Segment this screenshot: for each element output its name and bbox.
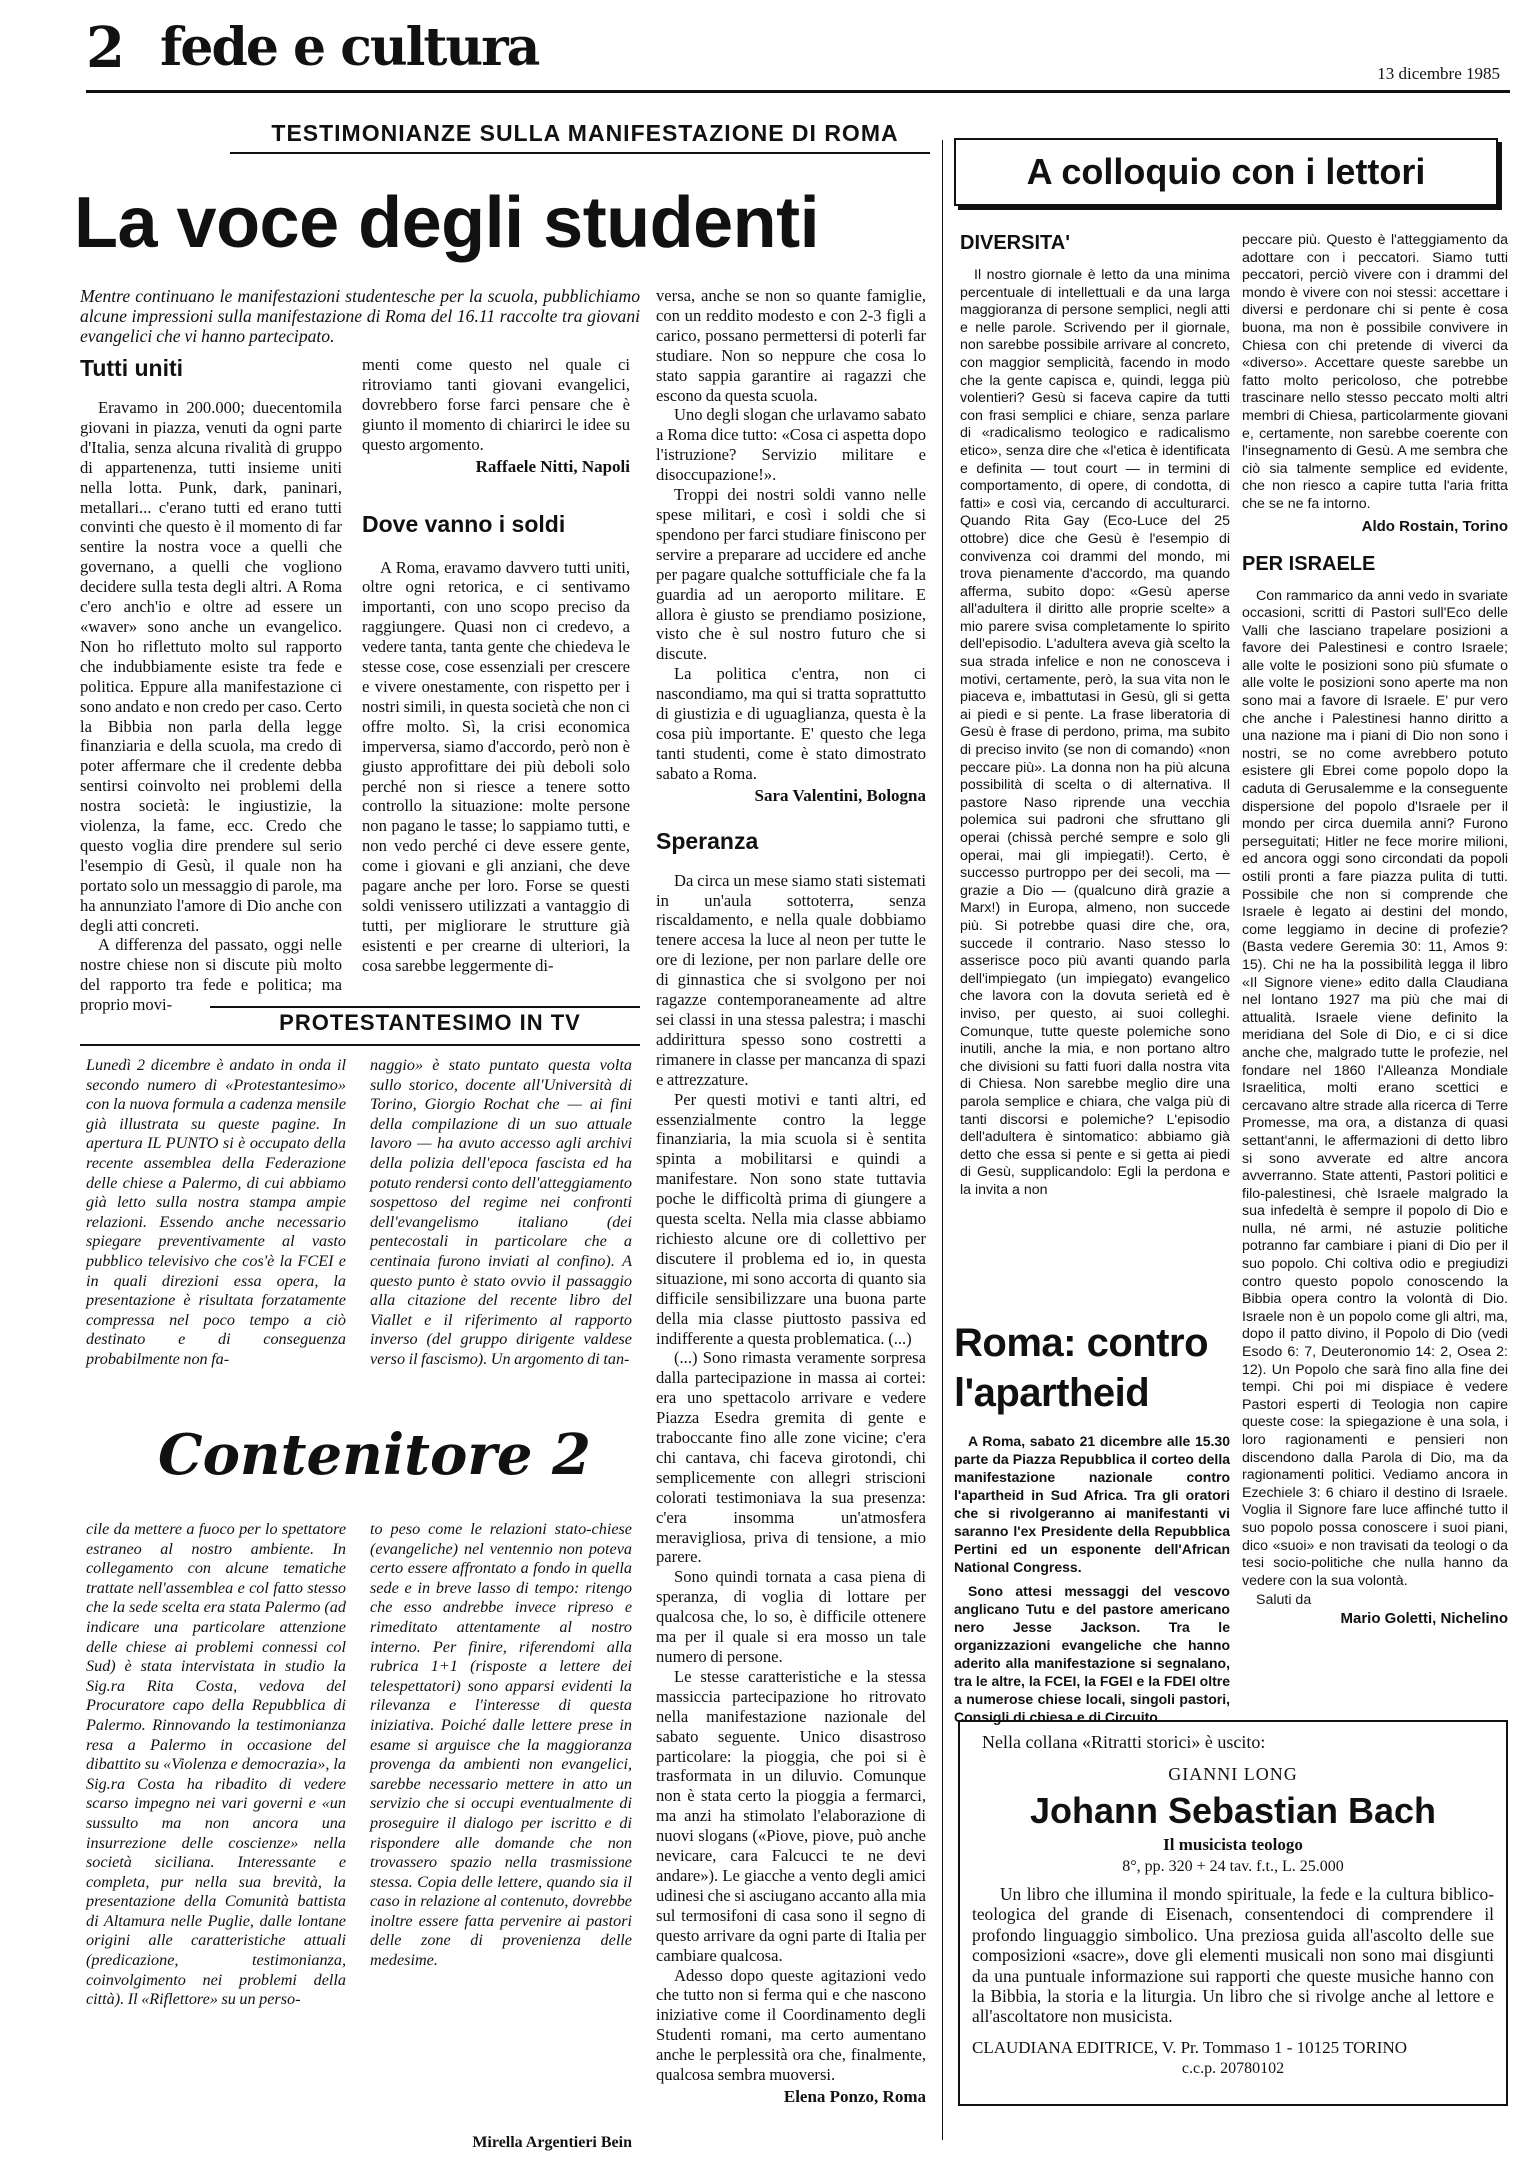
dove-vanno-p1: A Roma, eravamo davvero tutti uniti, oltre ogni retorica, e ci sentivamo importanti, con uno scopo preciso da raggiungere. Quasi non ci credevo, a vedere tanta, tanta gente che chiedeva le stesse cose, cose essenziali per crescere e vivere onestamente, con rispetto per i nostri simili, in questa società che non ci offre molto. Sì, la crisi economica imperversa, siamo d'accordo, però non è giusto approfittare dei più deboli solo perché non si riesce a tenere sotto controllo la situazione: molte persone non pagano le tasse; lo sappiamo tutti, e non vedo perché ci deve essere gente, come i giovani e gli anziani, che deve pagare anche per loro. Forse se questi soldi venissero utilizzati a vantaggio di tutti, per migliorare le strutture già esistenti e per crearne di ulteriori, la cosa sarebbe leggermente di- [362, 557, 630, 975]
signature-nitti: Raffaele Nitti, Napoli [475, 456, 630, 476]
apartheid-p2: Sono attesi messaggi del vescovo anglicano Tutu e del pastore americano nero Jesse Jackson. Tra le organizzazioni evangeliche che hanno aderito alla manifestazione si segnalano, tra le altre, la FCEI, la FGEI e la FDEI oltre a numerose chiese locali, singoli pastori, Consigli di chiesa e di Circuito. [954, 1583, 1230, 1725]
colloquio-title: A colloquio con i lettori [1026, 151, 1426, 192]
israele-text: Con rammarico da anni vedo in svariate occasioni, scritti di Pastori sull'Eco delle Valli che lasciano trapelare posizioni a favore dei Palestinesi e contro Israele; alle volte le posizioni sono più sfumate o alle volte le posizioni sono aperte ma non sono mai a favore di Israele. E' pur vero che anche i Palestinesi hanno diritto a una nazione ma i piani di Dio non sono i nostri, se no come avrebbero potuto esistere gli Ebrei come popolo dopo la caduta di Gerusalemme e la conseguente dispersione del popolo d'Israele per il mondo per circa duemila anni? Furono perseguitati; Hitler ne fece morire milioni, ed ancora oggi sono circondati da popoli ostili pronti a fare piazza pulita di tutti. Possibile che non si comprende che Israele è legato ai destini del mondo, come leggiamo in decine di profezie? (Basta vedere Geremia 30: 11, Amos 9: 15). Chi ne ha la possibilità legga il libro «Il Signore viene» edito dalla Claudiana nel lontano 1927 ma più che mai di attualità. Israele viene definito la meridiana del Sole di Dio, e ci si dice anche che, malgrado tutte le profezie, nel fondare nel 1860 l'Alleanza Mondiale Israelitica, molti erano scettici e cercavano altre strade alla ricerca di Terre Promesse, ma ora, a distanza di quasi settant'anni, le affermazioni di detto libro si sono avverate ed altre ancora avverranno. State attenti, Pastori politici e filo-palestinesi, chè Israele malgrado la sua infedeltà è sempre il popolo di Dio e nulla, né armi, né astuzie politiche potranno far cambiare i piani di Dio per il suo popolo. Chi coltiva odio e pregiudizi contro questo popolo conoscendo la Bibbia opera contro la volontà di Dio. Israele non è un popolo come gli altri, ma, dopo il patto divino, il Popolo di Dio (vedi Esodo 6: 7, Deuteronomio 14: 2, Osea 2: 12). Un Popolo che sarà fino alla fine dei tempi. Chi poi mi dispiace è vedere Pastori esperti di Teologia non capire queste cose: la spiegazione è una sola, i loro ragionamenti e pensieri non discendono dalla Parola di Dio, ma da ragionamenti politici. Vediamo ancora in Ezechiele 3: 6 chiaro il destino di Israele. Voglia il Signore fare luce affinché tutto il suo popolo possa conoscere i suoi piani, dico «suoi» e non travisati da teologi o da tesi socio-politiche che nulla hanno da vedere con la sua volontà. [1242, 587, 1508, 1589]
protestantesimo-col1: Lunedì 2 dicembre è andato in onda il secondo numero di «Protestantesimo» con la nuova formula a cadenza mensile già illustrata su queste pagine. In apertura IL PUNTO si è occupato della recente assemblea della Federazione delle chiese a Palermo, di cui abbiamo già letto sulla nostra stampa ampie relazioni. Essendo anche necessario spiegare preventivamente al vasto pubblico televisivo che cos'è la FCEI e in quali direzioni essa opera, la presentazione è risultata forzatamente compressa nel poco tempo a ciò destinato e di conseguenza probabilmente non fa- [86, 1056, 346, 1368]
ad-subtitle: Il musicista teologo [1163, 1835, 1303, 1854]
colloquio-col1 [960, 232, 1230, 1199]
section-title: fede e cultura [160, 17, 539, 78]
dove-vanno-p4: Troppi dei nostri soldi vanno nelle spese militari, e così i soldi che si spendono per farci studiare finiscono per servire a preparare ad uccidere ed anche per pagare qualche sottufficiale che fa la guardia ad un aeroporto militare. E allora è giusto se prendiamo posizione, visto che è sul nostro futuro che si discute. [656, 485, 926, 664]
protestantesimo-col2: naggio» è stato puntato questa volta sullo storico, docente all'Università di Torino, Giorgio Rochat che — ai fini della compilazione di un suo attuale lavoro — ha avuto accesso agli archivi della polizia dell'epoca fascista ed ha potuto rendersi conto dell'atteggiamento sospettoso del regime nei confronti dell'evangelismo italiano (dei pentecostali in particolare che a centinaia furono inviati al confino). A questo punto è stato ovvio il passaggio alla citazione del recente libro del Viallet e il riferimento al rapporto inverso (del gruppo dirigente valdese verso il fascismo). Un argomento di tan- [370, 1056, 632, 1368]
book-ad [958, 1720, 1508, 2106]
tutti-uniti-p3: menti come questo nel quale ci ritroviamo tanti giovani evangelici, dovrebbero forse farci pensare che è giunto il momento di chiarirci le idee su questo argomento. [362, 355, 630, 454]
column-rule [942, 140, 943, 2140]
box-rule-2 [80, 1044, 640, 1046]
signature-rostain: Aldo Rostain, Torino [1361, 517, 1508, 535]
signature-argentieri: Mirella Argentieri Bein [472, 2134, 632, 2151]
page-number: 2 [86, 15, 125, 81]
masthead-rule [86, 90, 1510, 93]
issue-date: 13 dicembre 1985 [1377, 64, 1500, 83]
box-top-rule [210, 1006, 640, 1008]
kicker-rule [230, 152, 930, 154]
speranza-p1: Da circa un mese siamo stati sistemati in un'aula sottoterra, senza riscaldamento, e nella quale dobbiamo tenere accesa la luce al neon per tutte le ore di lezione, per non parlare delle ore di ginnastica che si svolgono per noi ragazze contemporaneamente ad altre sei classi in una stessa palestra; i maschi addirittura spesso sono costretti a rimanere in classe per mancanza di spazi e attrezzature. [656, 870, 926, 1089]
ad-specs: 8°, pp. 320 + 24 tav. f.t., L. 25.000 [1122, 1858, 1344, 1875]
signature-ponzo: Elena Ponzo, Roma [783, 2086, 926, 2106]
ad-body: Un libro che illumina il mondo spirituale, la fede e la cultura biblico-teologica del grande di Eisenach, consentendoci di comprendere il profondo linguaggio simbolico. Una preziosa guida all'ascolto delle sue composizioni «sacre», dove gli elementi musicali non sono mai disgiunti da una puntuale informazione sui rapporti che queste musiche hanno con la Bibbia, la storia e la liturgia. Un libro che si rivolge anche al lettore e all'ascoltatore non musicista. [972, 1884, 1494, 2027]
intro-text: Mentre continuano le manifestazioni studentesche per la scuola, pubblichiamo alcune impressioni sulla manifestazione di Roma del 16.11 raccolte tra giovani evangelici che vi hanno partecipato. [80, 286, 640, 346]
speranza-p4: Sono quindi tornata a casa piena di speranza, di voglia di lottare per qualcosa che, lo so, è difficile ottenere ma per il quale si era mosso un tale numero di persone. [656, 1567, 926, 1666]
dove-vanno-p2: versa, anche se non so quante famiglie, con un reddito modesto e con 2-3 figli a carico, possano permettersi di poterli far studiare. Non so neppure che cosa lo stato sappia garantire ai ragazzi che escono da questa scuola. [656, 286, 926, 405]
column-2 [362, 355, 630, 976]
kicker-main: TESTIMONIANZE SULLA MANIFESTAZIONE DI ROMA [271, 120, 899, 146]
heading-israele: PER ISRAELE [1242, 552, 1376, 575]
signature-valentini: Sara Valentini, Bologna [754, 785, 926, 805]
protestantesimo-col3: cile da mettere a fuoco per lo spettatore estraneo al nostro ambiente. In collegamento con alcune tematiche trattate nell'assemblea e col fatto stesso che la sede scelta era stata Palermo (ad indicare una particolare attenzione delle chiese ai problemi connessi col Sud) è stata intervistata in studio la Sig.ra Rita Costa, vedova del Procuratore capo della Repubblica di Palermo. Rinnovando la testimonianza resa a Palermo in occasione del dibattito su «Violenza e democrazia», la Sig.ra Costa ha ribadito di vedere scarso impegno nei vari governi e «un sussulto ma non ancora una insurrezione delle coscienze» nella società siciliana. Interessante e completa, pur nella sua brevità, la presentazione della Comunità battista di Altamura nelle Puglie, dalle lontane origini alle caratteristiche attuali (predicazione, testimonianza, coinvolgimento nei problemi della città). Il «Riflettore» su un perso- [86, 1520, 346, 2009]
heading-tutti-uniti: Tutti uniti [80, 355, 184, 381]
speranza-p3: (...) Sono rimasta veramente sorpresa dalla partecipazione in massa ai cortei: era uno spettacolo arrivare e vedere Piazza Esedra gremita di gente e traboccante fino alle zone vicine; c'era chi cantava, chi faceva girotondi, chi semplicemente con allegri striscioni colorati testimoniava la sua presenza: c'era insomma un'atmosfera meravigliosa, priva di tensione, a mio parere. [656, 1348, 926, 1567]
tutti-uniti-col1 [80, 355, 342, 1015]
speranza-p6: Adesso dopo queste agitazioni vedo che tutto non si ferma qui e che nascono iniziative come il Coordinamento degli Studenti romani, ma certo aumentano anche le perplessità ora che, finalmente, qualcosa sembra muoversi. [656, 1965, 926, 2085]
colloquio-title-box [954, 138, 1498, 206]
apartheid-p1: A Roma, sabato 21 dicembre alle 15.30 parte da Piazza Repubblica il corteo della manifestazione nazionale contro l'apartheid in Sud Africa. Tra gli oratori che si rivolgeranno ai manifestanti vi saranno l'ex Presidente della Repubblica Pertini ed un esponente dell'African National Congress. [954, 1433, 1230, 1575]
speranza-p2: Per questi motivi e tanti altri, ed essenzialmente contro la legge finanziaria, la mia scuola si è sentita spinta a mobilitarsi e quindi a manifestare. Non sono state tuttavia poche le difficoltà prima di giungere a questa scelta. Nella mia classe abbiamo richiesto alcune ore di collettivo per discutere il problema ed io, in questa situazione, mi sono accorta di quanto sia difficile sensibilizzare una buona parte della mia classe piuttosto passiva ed indifferente a questa problematica. (...) [656, 1089, 926, 1348]
ad-publisher: CLAUDIANA EDITRICE, V. Pr. Tommaso 1 - 10125 TORINO [972, 2037, 1408, 2057]
heading-speranza: Speranza [656, 827, 759, 854]
headline-apartheid: Roma: contro l'apartheid [954, 1321, 1208, 1415]
speranza-p5: Le stesse caratteristiche e la stessa massiccia partecipazione ho ritrovato nella manifestazione nazionale del sabato seguente. Unico disastroso particolare: la pioggia, che poi si è trasformata in un diluvio. Comunque non è stata certo la pioggia a fermarci, ma anzi ha stimolato l'elaborazione di nuovi slogans («Piove, piove, può anche nevicare, cara Falcucci te ne devi andare»). Le giacche a vento degli amici udinesi che si asciugano accanto alla mia sul termosifoni di casa sono il segno di questo arrivare da ogni parte di Italia per cambiare qualcosa. [656, 1666, 926, 1965]
saluti-text: Saluti da [1256, 1592, 1312, 1609]
diversita-text-cont: peccare più. Questo è l'atteggiamento da adottare con i peccatori. Siamo tutti peccatori, perciò vivere con i drammi del mondo è vivere con noi stessi: accettare i diversi e perdonare chi si pente è cosa buona, ma non è possibile convivere in Chiesa con chi pretende di viverci da «diverso». Accettare queste sarebbe un fatto molto pericoloso, che potrebbe trascinare nello stesso peccato molti altri membri di Chiesa, particolarmente giovani e, certamente, non sarebbe coerente con l'insegnamento di Gesù. A me sembra che ciò sia talmente semplice ed evidente, che non riesco a capire tutta l'aria fritta che se ne fa intorno. [1242, 232, 1508, 512]
ad-intro: Nella collana «Ritratti storici» è uscito: [982, 1732, 1266, 1752]
ad-ccp: c.c.p. 20780102 [1181, 2059, 1285, 2077]
column-3 [656, 286, 926, 2107]
kicker-protestantesimo: PROTESTANTESIMO IN TV [279, 1010, 581, 1035]
tutti-uniti-p1: Eravamo in 200.000; duecentomila giovani in piazza, venuti da ogni parte d'Italia, senza alcuna rivalità di gruppo di appartenenza, tutti insieme uniti nella lotta. Punk, dark, paninari, metallari... c'erano tutti ed erano tutti convinti che questo è il momento di far sentire la nostra voce a quelli che governano, a quelli che vogliono decidere sulla testa degli altri. A Roma c'ero anch'io e oltre ad essere un «waver» sono anche un evangelico. Non ho riflettuto molto sul rapporto che indubbiamente esiste tra fede e politica. Eppure alla manifestazione ci sono andato e non credo per caso. Certo la Bibbia non parla della legge finanziaria e della scuola, ma credo di poter affermare che il credente debba sentirsi coinvolto nei problemi della nostra società: le ingiustizie, la violenza, la fame, ecc. Credo che questo voglia dire prendere sul serio l'esempio di Gesù, il quale non ha portato solo un messaggio di parole, ma ha annunziato l'amore di Dio anche con degli atti concreti. [80, 398, 342, 935]
protestantesimo-box [80, 1000, 640, 2160]
dove-vanno-p3: Uno degli slogan che urlavamo sabato a Roma dice tutto: «Cosa ci aspetta dopo l'istruzione? Servizio militare e disoccupazione!». [656, 405, 926, 485]
heading-dove-vanno: Dove vanno i soldi [362, 510, 566, 537]
headline-main: La voce degli studenti [74, 183, 820, 263]
masthead [0, 0, 1532, 90]
ad-author: GIANNI LONG [1168, 1764, 1298, 1784]
apartheid-block [954, 1318, 1230, 1726]
protestantesimo-col4: to peso come le relazioni stato-chiese (evangeliche) nel ventennio non poteva certo essere affrontato a fondo in quella sede e in breve lasso di tempo: ritengo che esso andrebbe invece ripreso e rimeditato attentamente al nostro interno. Per finire, riferendomi alla rubrica 1+1 (risposte a lettere dei telespettatori) sono apparsi evidenti la rilevanza e l'interesse di questa iniziativa. Poiché dalle lettere prese in esame si arguisce che la maggioranza provenga da ambienti non evangelici, sarebbe necessario mettere in atto un servizio che si occupi eventualmente di proseguire il dialogo per iscritto e di rispondere alle domande che non trovassero spazio nella trasmissione stessa. Copia delle lettere, quando sia il caso in relazione al contenuto, dovrebbe inoltre essere fatta pervenire ai pastori delle zone di provenienza delle medesime. [370, 1520, 632, 1970]
headline-contenitore: Contenitore 2 [158, 1422, 591, 1488]
dove-vanno-p5: La politica c'entra, non ci nascondiamo, ma qui si tratta soprattutto di giustizia e di uguaglianza, questa è la cosa più importante. E' questo che lega tanti studenti, come è stato dimostrato sabato a Roma. [656, 664, 926, 783]
diversita-text: Il nostro giornale è letto da una minima percentuale di intellettuali e da una larga maggioranza di persone semplici, negli atti e nelle parole. Scrivendo per il giornale, non sarebbe possibile arrivare al concreto, con maggior semplicità, facendo in modo che la gente capisca e, quindi, legga più volentieri? Gesù si faceva capire da tutti con frasi semplici e chiare, senza parlare di «radicalismo teologico e radicalismo etico», senza dire che «l'etica è identificata e definita — tout court — in termini di comportamento, di opere, di condotta, di fatti» e così via, cercando di acculturarci. Quando Rita Gay (Eco-Luce del 25 ottobre) dice che Gesù è l'esempio di convivenza coi drammi del mondo, mi trova pienamente d'accordo, ma quando afferma, subito dopo: «Gesù aperse all'adultera il diritto alle proprie scelte» a mio parere svisa completamente lo spirito dell'episodio. L'adultera aveva già scelto la sua strada infelice e non ne conosceva i motivi, certamente, però, la sua vita non le piaceva e, imbattutasi in Gesù, gli si getta ai piedi e si pente. La frase liberatoria di Gesù è frase di perdono, prima, ma subito di preciso invito (se non di comando) «non peccare più». La donna non ha più alcuna possibilità di scelta o di alternativa. Il pastore Naso riprende una vecchia polemica sui padroni che sfruttano gli operai (chissà perché sempre e solo gli operai, mai gli impiegati!). Certo, è successo purtroppo per dei secoli, ma — grazie a Dio — (qualcuno dirà grazie a Marx!) in Europa, almeno, non succede più. Si potrebbe quasi dire che, ora, succede il contrario. Naso stesso lo asserisce poco più avanti quando parla dell'impiegato (un impiegato) evangelico che lavora con la dovuta serietà ed è inviso, per questo, ai suoi colleghi. Comunque, tutte queste polemiche sono inutili, anche la mia, e non portano altro che divisioni su fatti fuori dalla nostra vita di Chiesa. Non sarebbe meglio dire una parola semplice e chiara, che valga più di tanti discorsi e polemiche? L'episodio dell'adultera è sintomatico: abbiamo già detto che essa si pente e si getta ai piedi di Gesù, supplicandolo: Egli la perdona e la invita a non [960, 267, 1230, 1198]
ad-title: Johann Sebastian Bach [1029, 1790, 1437, 1831]
heading-diversita: DIVERSITA' [960, 232, 1070, 254]
colloquio-col2 [1242, 232, 1508, 1627]
signature-goletti: Mario Goletti, Nichelino [1340, 1609, 1508, 1627]
tutti-uniti-p2: A differenza del passato, oggi nelle nostre chiese non si discute più molto del rapporto tra fede e politica; ma proprio movi- [80, 935, 342, 1015]
